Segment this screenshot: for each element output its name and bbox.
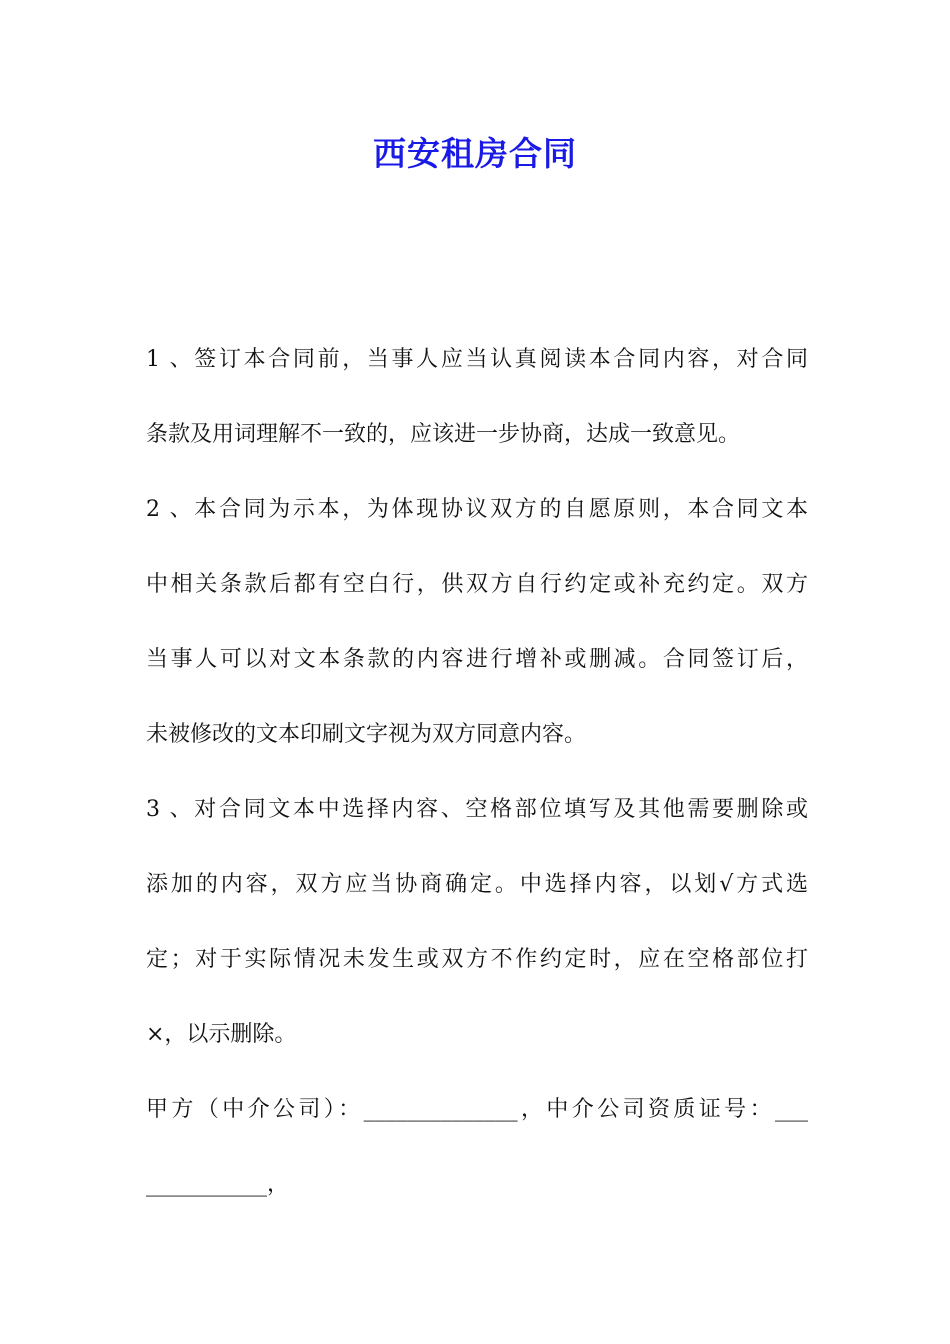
text-line: 中相关条款后都有空白行，供双方自行约定或补充约定。双方 — [146, 572, 808, 597]
text-line: 3 、对合同文本中选择内容、空格部位填写及其他需要删除或 — [146, 797, 808, 822]
text-line: 当事人可以对文本条款的内容进行增补或删减。合同签订后， — [146, 647, 808, 672]
document-body — [146, 336, 808, 1236]
text-line: 条款及用词理解不一致的，应该进一步协商，达成一致意见。 — [146, 422, 741, 447]
text-line: 添加的内容，双方应当协商确定。中选择内容，以划√方式选 — [146, 872, 808, 897]
text-line: 定；对于实际情况未发生或双方不作约定时，应在空格部位打 — [146, 947, 808, 972]
text-line: 2 、本合同为示本，为体现协议双方的自愿原则，本合同文本 — [146, 497, 808, 522]
text-line: 未被修改的文本印刷文字视为双方同意内容。 — [146, 722, 587, 747]
document-title: 西安租房合同 — [373, 134, 577, 173]
party-a-line-continued: ___________， — [146, 1172, 290, 1197]
text-line: 1 、签订本合同前，当事人应当认真阅读本合同内容，对合同 — [146, 347, 808, 372]
party-a-line: 甲方（中介公司）：______________，中介公司资质证号：___ — [146, 1097, 808, 1122]
text-line: ×，以示删除。 — [146, 1022, 297, 1047]
